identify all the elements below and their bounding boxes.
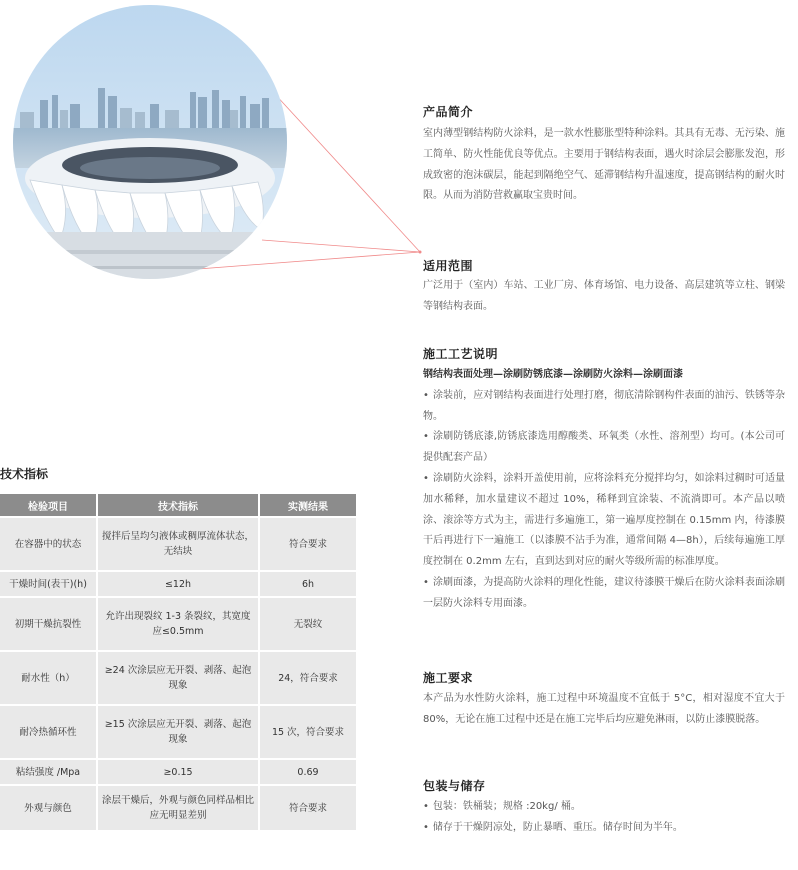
table-row — [0, 652, 356, 704]
table-row — [0, 760, 356, 784]
header-result: 实测结果 — [260, 494, 356, 516]
requirements-title: 施工要求 — [423, 671, 474, 685]
packaging-title: 包装与储存 — [423, 779, 486, 793]
header-standard: 技术指标 — [98, 494, 258, 516]
scope-title: 适用范围 — [423, 259, 474, 273]
cell-item: 粘结强度 /Mpa — [0, 760, 96, 784]
cell-item: 干燥时间(表干)(h) — [0, 572, 96, 596]
cell-item: 初期干燥抗裂性 — [0, 598, 96, 650]
cell-item: 耐冷热循环性 — [0, 706, 96, 758]
cell-standard: ≥15 次涂层应无开裂、剥落、起泡现象 — [98, 706, 258, 758]
cell-result: 15 次，符合要求 — [260, 706, 356, 758]
cell-item: 外观与颜色 — [0, 786, 96, 830]
packaging-item: • 储存于干燥阴凉处，防止暴晒、重压。储存时间为半年。 — [423, 818, 785, 839]
table-row — [0, 572, 356, 596]
cell-standard: ≤12h — [98, 572, 258, 596]
cell-standard: ≥0.15 — [98, 760, 258, 784]
process-title: 施工工艺说明 — [423, 347, 499, 361]
packaging-body — [423, 797, 785, 839]
process-body — [423, 365, 785, 615]
process-step: • 涂刷面漆，为提高防火涂料的理化性能，建议待漆膜干燥后在防火涂料表面涂刷一层防火涂料专用面漆。 — [423, 573, 785, 615]
cell-standard: 搅拌后呈均匀液体或稠厚流体状态，无结块 — [98, 518, 258, 570]
hero-illustration — [0, 0, 430, 300]
specs-title: 技术指标 — [0, 467, 49, 481]
cell-result: 24，符合要求 — [260, 652, 356, 704]
cell-result: 符合要求 — [260, 518, 356, 570]
packaging-item: • 包装：铁桶装；规格 :20kg/ 桶。 — [423, 797, 785, 818]
cell-item: 耐水性（h） — [0, 652, 96, 704]
process-step: • 涂装前，应对钢结构表面进行处理打磨，彻底清除钢构件表面的油污、铁锈等杂物。 — [423, 386, 785, 428]
table-row — [0, 786, 356, 830]
cell-result: 符合要求 — [260, 786, 356, 830]
cell-result: 0.69 — [260, 760, 356, 784]
process-step: • 涂刷防火涂料，涂料开盖使用前，应将涂料充分搅拌均匀，如涂料过稠时可适量加水稀释，加水量建议不超过 10%，稀释到宜涂装、不流淌即可。本产品以喷涂、滚涂等方式为主，需进行多遍施工，第一遍厚度控制在 0.15mm 内，待漆膜干后再进行下一遍施工（以漆膜不沾手为准，通常间隔 4—8h），后续每遍施工厚度控制在 0.2mm 左右，直到达到对应的耐火等级所需的标准厚度。 — [423, 469, 785, 573]
stadium-photo — [0, 0, 430, 300]
specs-table — [0, 492, 358, 832]
table-row — [0, 518, 356, 570]
cell-result: 无裂纹 — [260, 598, 356, 650]
cell-standard: ≥24 次涂层应无开裂、剥落、起泡现象 — [98, 652, 258, 704]
cell-result: 6h — [260, 572, 356, 596]
process-subtitle: 钢结构表面处理—涂刷防锈底漆—涂刷防火涂料—涂刷面漆 — [423, 369, 683, 380]
scope-text: 广泛用于（室内）车站、工业厂房、体育场馆、电力设备、高层建筑等立柱、钢梁等钢结构表面。 — [423, 280, 785, 312]
cell-standard: 允许出现裂纹 1-3 条裂纹，其宽度应≤0.5mm — [98, 598, 258, 650]
header-item: 检验项目 — [0, 494, 96, 516]
table-header-row — [0, 494, 356, 516]
process-step: • 涂刷防锈底漆,防锈底漆选用醇酸类、环氧类（水性、溶剂型）均可。(本公司可提供配套产品） — [423, 427, 785, 469]
cell-standard: 涂层干燥后，外观与颜色同样品相比应无明显差别 — [98, 786, 258, 830]
cell-item: 在容器中的状态 — [0, 518, 96, 570]
table-row — [0, 706, 356, 758]
intro-text: 室内薄型钢结构防火涂料，是一款水性膨胀型特种涂料。其具有无毒、无污染、施工简单、防火性能优良等优点。主要用于钢结构表面，遇火时涂层会膨胀发泡，形成致密的泡沫碳层，能起到隔绝空气、延滞钢结构升温速度，提高钢结构的耐火时限。从而为消防营救赢取宝贵时间。 — [423, 128, 785, 202]
intro-title: 产品简介 — [423, 105, 474, 119]
requirements-text: 本产品为水性防火涂料，施工过程中环境温度不宜低于 5°C，相对湿度不宜大于 80%，无论在施工过程中还是在施工完毕后均应避免淋雨，以防止漆膜脱落。 — [423, 693, 785, 725]
table-row — [0, 598, 356, 650]
